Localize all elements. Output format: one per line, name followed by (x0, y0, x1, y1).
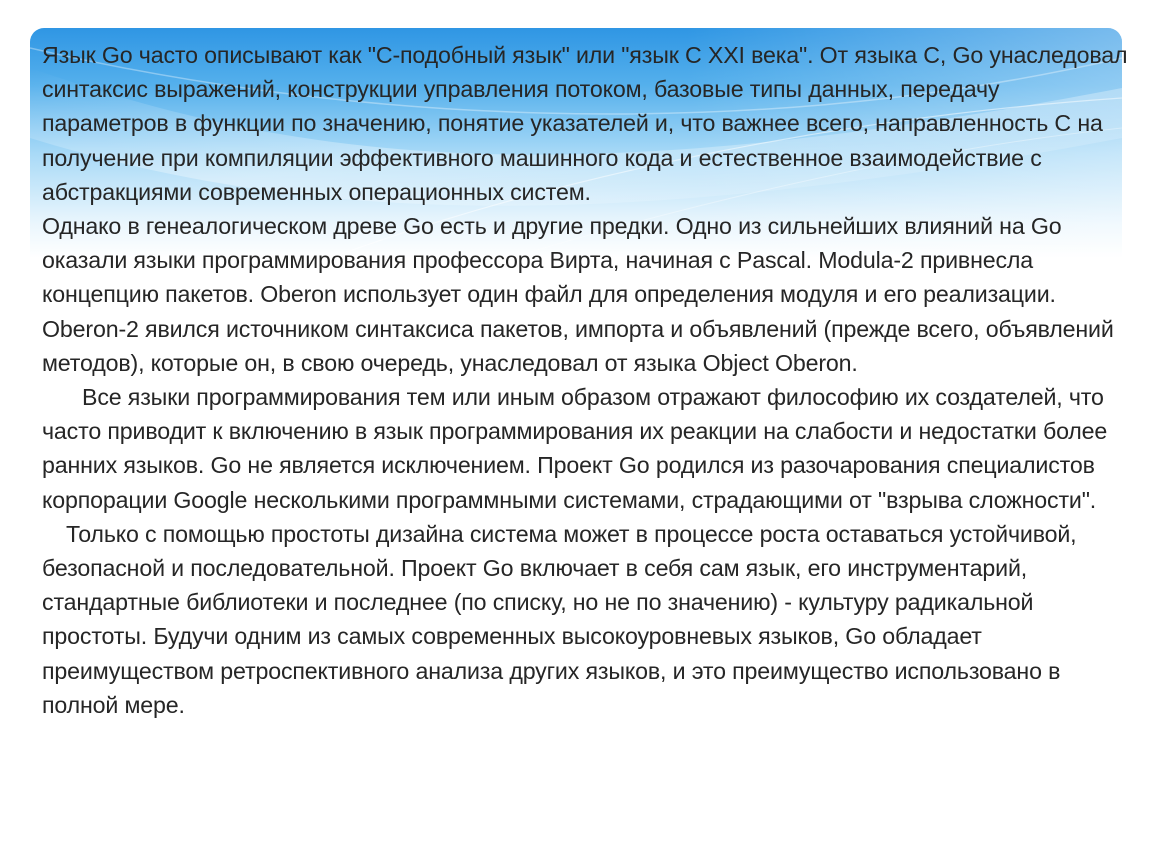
slide-body-text (42, 38, 1132, 722)
paragraph-language-philosophy: Все языки программирования тем или иным образом отражают философию их создателей, что часто приводит к включению в язык программирования их реакции на слабости и недостатки более ранних языков. Go не является исключением. Проект Go родился из разочарования специалистов корпорации Google несколькими программными системами, страдающими от "взрыва сложности". (42, 384, 1108, 513)
paragraph-simplicity: Только с помощью простоты дизайна система может в процессе роста оставаться устойчивой, безопасной и последовательной. Проект Go включает в себя сам язык, его инструментарий, стандартные библиотеки и последнее (по списку, но не по значению) - культуру радикальной простоты. Будучи одним из самых современных высокоуровневых языков, Go обладает преимуществом ретроспективного анализа других языков, и это преимущество использовано в полной мере. (42, 520, 1077, 718)
paragraph-go-wirth-ancestors: Однако в генеалогическом древе Go есть и другие предки. Одно из сильнейших влияний на Go оказали языки программирования профессора Вирта, начиная с Pascal. Modula-2 привнесла концепцию пакетов. Oberon использует один файл для определения модуля и его реализации. Oberon-2 явился источником синтаксиса пакетов, импорта и объявлений (прежде всего, объявлений методов), которые он, в свою очередь, унаследовал от языка Object Oberon. (42, 213, 1114, 376)
paragraph-go-c-heritage: Язык Go часто описывают как "C-подобный язык" или "язык C XXI века". От языка C, Go унаследовал синтаксис выражений, конструкции управления потоком, базовые типы данных, передачу параметров в функции по значению, понятие указателей и, что важнее всего, направленность C на получение при компиляции эффективного машинного кода и естественное взаимодействие с абстракциями современных операционных систем. (42, 42, 1128, 205)
